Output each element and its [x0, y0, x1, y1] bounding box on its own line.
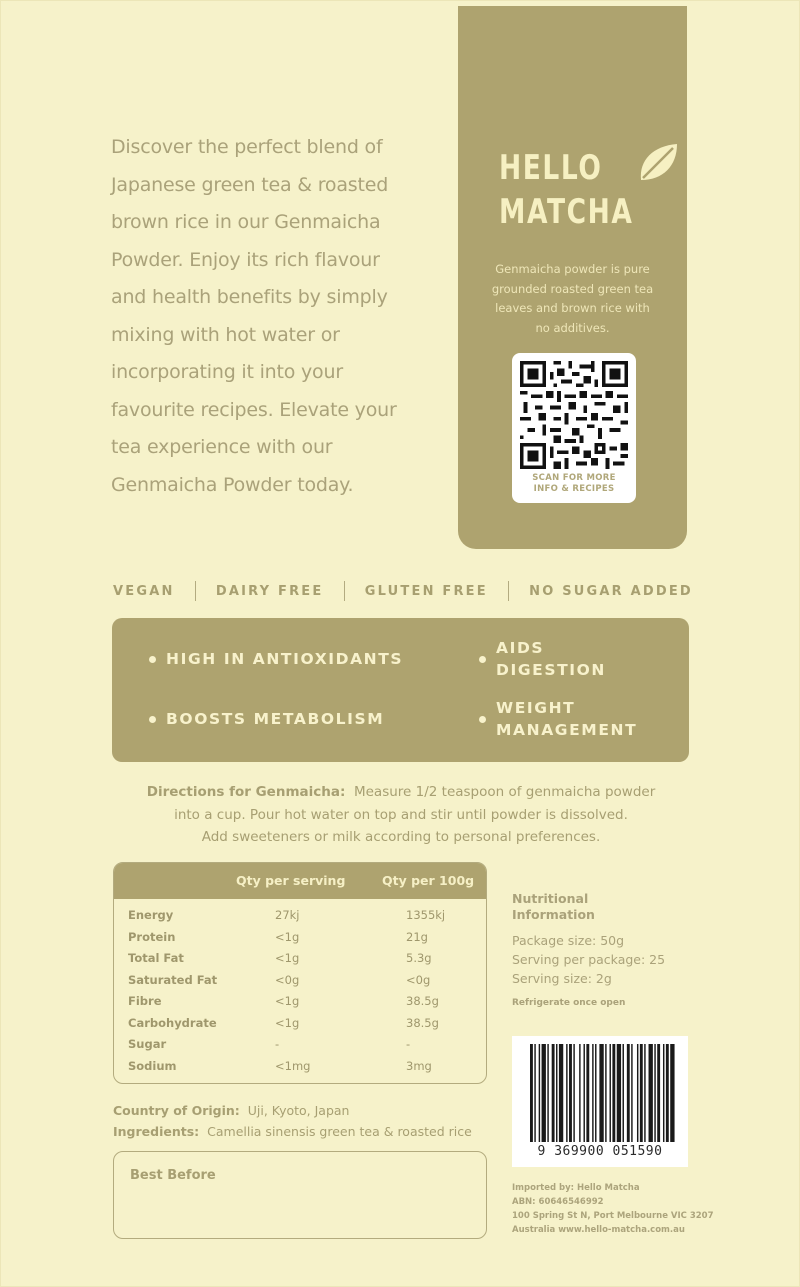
origin-ingredients: [113, 1100, 472, 1142]
table-row: [114, 970, 486, 992]
leaf-icon: [635, 140, 681, 186]
ingredients-label: Ingredients:: [113, 1124, 200, 1139]
qty-per-100g: 21g: [406, 929, 428, 944]
qty-per-serving: 27kj: [275, 908, 300, 922]
logo-word-matcha: MATCHA: [499, 192, 634, 232]
qty-per-serving: <1g: [275, 1015, 300, 1030]
nutrition-info-title: Information: [512, 907, 595, 922]
qty-per-100g: 5.3g: [406, 951, 432, 965]
directions-line: Add sweeteners or milk according to personal preferences.: [201, 829, 601, 845]
servings-per-package: Serving per package: 25: [512, 952, 666, 967]
brand-panel: [458, 6, 687, 549]
qty-per-serving: -: [275, 1037, 280, 1051]
nutrient-name: Sugar: [128, 1037, 167, 1051]
intro-line: brown rice in our Genmaicha: [111, 211, 381, 233]
claim-divider: [508, 581, 509, 601]
qty-per-serving: <1g: [275, 929, 300, 944]
benefit-digestion: [496, 637, 606, 681]
benefit-label: AIDS: [496, 639, 545, 657]
qty-per-serving: <1g: [275, 994, 300, 1008]
nutrition-table: [113, 862, 487, 1084]
country-label: Country of Origin:: [113, 1103, 240, 1118]
brand-description-line: Genmaicha powder is pure: [495, 262, 650, 276]
column-header-per-100g: Qty per 100g: [382, 873, 475, 888]
benefit-antioxidants: [166, 648, 403, 670]
brand-description: [472, 260, 673, 338]
benefit-label: HIGH IN ANTIOXIDANTS: [166, 650, 404, 668]
directions-line: into a cup. Pour hot water on top and stir until powder is dissolved.: [174, 806, 628, 823]
qty-per-serving: <1mg: [275, 1058, 311, 1073]
intro-line: Japanese green tea & roasted: [111, 173, 389, 196]
storage-note: Refrigerate once open: [512, 998, 626, 1008]
ingredients: [113, 1121, 472, 1142]
barcode-icon: [530, 1044, 676, 1142]
intro-line: favourite recipes. Elevate your: [111, 398, 397, 421]
claim-no-sugar-added: NO SUGAR ADDED: [529, 583, 693, 599]
nutrient-name: Saturated Fat: [128, 972, 218, 987]
nutrient-name: Sodium: [128, 1058, 177, 1073]
intro-line: and health benefits by simply: [111, 286, 388, 308]
qty-per-100g: <0g: [406, 972, 431, 987]
table-row: [114, 927, 486, 949]
directions-line: [97, 781, 705, 804]
claim-divider: [344, 581, 345, 601]
benefits-panel: [112, 618, 689, 762]
qty-per-100g: 38.5g: [406, 994, 439, 1008]
importer-line: 100 Spring St N, Port Melbourne VIC 3207: [512, 1211, 714, 1221]
qr-caption-line: INFO & RECIPES: [533, 484, 615, 494]
nutrient-name: Total Fat: [128, 951, 184, 965]
ingredients-value: Camellia sinensis green tea & roasted rice: [207, 1124, 472, 1139]
table-row: [114, 1056, 486, 1078]
importer-details: [512, 1181, 762, 1237]
barcode-number: 9 369900 051590: [537, 1144, 663, 1159]
intro-line: mixing with hot water or: [111, 323, 340, 346]
brand-description-line: grounded roasted green tea: [491, 281, 654, 296]
importer-line: Australia www.hello-matcha.com.au: [512, 1225, 685, 1235]
brand-description-line: no additives.: [535, 320, 610, 335]
benefit-label: DIGESTION: [496, 661, 606, 679]
bullet-icon: [479, 716, 486, 723]
benefit-label: WEIGHT: [496, 699, 576, 717]
benefit-label: BOOSTS METABOLISM: [166, 710, 385, 728]
bullet-icon: [149, 716, 156, 723]
claim-gluten-free: GLUTEN FREE: [364, 583, 488, 599]
serving-size: Serving size: 2g: [512, 971, 612, 986]
nutrition-table-header: [114, 863, 486, 899]
benefit-label: MANAGEMENT: [496, 721, 638, 739]
qty-per-100g: 38.5g: [406, 1015, 439, 1030]
qr-caption-line: SCAN FOR MORE: [532, 473, 616, 483]
directions: [97, 781, 705, 849]
brand-logo: [499, 146, 659, 246]
qr-card[interactable]: [512, 353, 636, 503]
country-value: Uji, Kyoto, Japan: [247, 1103, 350, 1118]
nutrient-name: Fibre: [128, 994, 162, 1008]
intro-line: Genmaicha Powder today.: [111, 473, 354, 496]
intro-line: tea experience with our: [111, 436, 333, 458]
nutrition-info-title: Nutritional: [512, 891, 589, 906]
qty-per-serving: <1g: [275, 951, 300, 965]
importer-line: ABN: 60646546992: [512, 1197, 604, 1207]
qr-caption: [512, 473, 636, 495]
table-row: [114, 1013, 486, 1035]
barcode: [512, 1036, 688, 1167]
importer-line: Imported by: Hello Matcha: [512, 1183, 640, 1193]
table-row: [114, 905, 486, 927]
intro-paragraph: [111, 129, 431, 504]
brand-description-line: leaves and brown rice with: [495, 301, 650, 315]
intro-line: incorporating it into your: [111, 361, 343, 383]
nutrient-name: Energy: [128, 908, 174, 922]
dietary-claims: [113, 581, 693, 601]
qr-code-icon[interactable]: [520, 361, 628, 469]
bullet-icon: [149, 656, 156, 663]
table-row: [114, 948, 486, 970]
qty-per-100g: 3mg: [406, 1058, 432, 1073]
qty-per-100g: -: [406, 1037, 411, 1051]
directions-text: Measure 1/2 teaspoon of genmaicha powder: [353, 784, 656, 800]
table-row: [114, 1034, 486, 1056]
benefit-weight: [496, 697, 637, 741]
intro-line: Discover the perfect blend of: [111, 136, 383, 158]
nutrient-name: Carbohydrate: [128, 1015, 217, 1030]
qty-per-serving: <0g: [275, 972, 300, 987]
nutrition-info: [512, 891, 712, 1008]
column-header-per-serving: Qty per serving: [236, 873, 346, 888]
best-before-label: Best Before: [130, 1168, 216, 1183]
nutrient-name: Protein: [128, 929, 176, 944]
directions-label: Directions for Genmaicha:: [146, 784, 346, 800]
claim-vegan: VEGAN: [113, 583, 175, 599]
qty-per-100g: 1355kj: [406, 908, 446, 922]
benefit-metabolism: [166, 708, 384, 730]
intro-line: Powder. Enjoy its rich flavour: [111, 248, 380, 271]
bullet-icon: [479, 656, 486, 663]
best-before-box: [113, 1151, 487, 1239]
package-size: Package size: 50g: [512, 933, 625, 948]
claim-dairy-free: DAIRY FREE: [215, 583, 324, 599]
claim-divider: [195, 581, 196, 601]
logo-word-hello: HELLO: [499, 148, 603, 188]
country-of-origin: [113, 1100, 472, 1121]
table-row: [114, 991, 486, 1013]
